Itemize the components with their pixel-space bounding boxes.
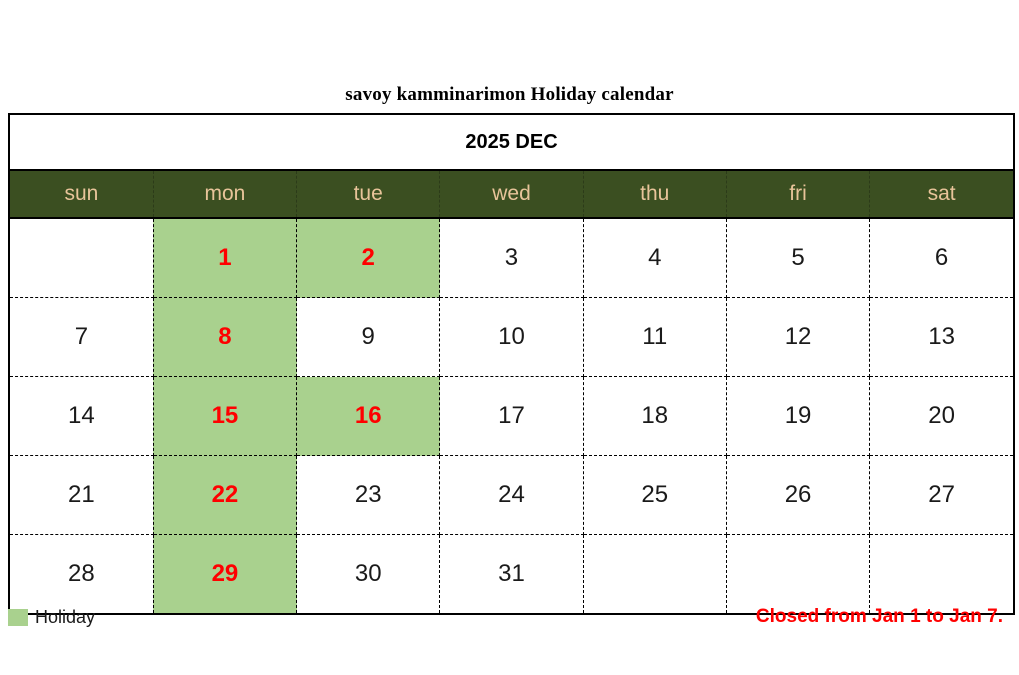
weekday-header-row xyxy=(10,170,1013,218)
calendar-day-cell xyxy=(440,535,583,614)
calendar-day-cell xyxy=(726,298,869,377)
calendar-day-cell xyxy=(10,535,153,614)
calendar-day-cell xyxy=(583,298,726,377)
calendar-day-cell xyxy=(870,535,1013,614)
day-number: 31 xyxy=(498,560,525,587)
calendar-week-row xyxy=(10,535,1013,614)
day-number: 15 xyxy=(211,402,239,429)
day-number: 30 xyxy=(354,560,382,587)
day-number: 24 xyxy=(498,481,525,508)
calendar-day-cell xyxy=(726,377,869,456)
weekday-header-thu: thu xyxy=(583,170,726,218)
calendar-day-cell xyxy=(153,535,296,614)
calendar-day-cell xyxy=(10,456,153,535)
calendar-day-cell xyxy=(870,456,1013,535)
calendar-day-cell xyxy=(440,298,583,377)
calendar-footer xyxy=(8,604,1011,634)
calendar-day-cell xyxy=(583,535,726,614)
weekday-header-mon: mon xyxy=(153,170,296,218)
calendar-day-cell xyxy=(583,218,726,298)
calendar-day-cell xyxy=(440,377,583,456)
day-number: 28 xyxy=(68,560,95,587)
day-number: 6 xyxy=(934,244,949,271)
weekday-header-sat: sat xyxy=(870,170,1013,218)
day-number: 20 xyxy=(928,402,955,429)
day-number: 8 xyxy=(218,323,232,350)
legend-label: Holiday xyxy=(35,607,96,627)
day-number: 27 xyxy=(928,481,955,508)
day-number: 13 xyxy=(928,323,955,350)
calendar-day-cell xyxy=(297,218,440,298)
calendar-day-cell xyxy=(440,456,583,535)
calendar-day-cell xyxy=(153,456,296,535)
calendar-week-row xyxy=(10,456,1013,535)
holiday-color-swatch xyxy=(8,609,28,626)
calendar-table-wrapper xyxy=(8,113,1015,615)
calendar-day-cell xyxy=(153,218,296,298)
weekday-header-sun: sun xyxy=(10,170,153,218)
day-number: 14 xyxy=(68,402,95,429)
day-number: 9 xyxy=(361,323,375,350)
weekday-header-tue: tue xyxy=(297,170,440,218)
calendar-day-cell xyxy=(726,535,869,614)
day-number: 29 xyxy=(211,560,239,587)
page-title: savoy kamminarimon Holiday calendar xyxy=(345,84,674,105)
day-number: 19 xyxy=(784,402,812,429)
legend xyxy=(8,607,95,628)
day-number: 10 xyxy=(498,323,525,350)
day-number: 4 xyxy=(648,244,662,271)
calendar-week-row xyxy=(10,218,1013,298)
calendar-week-row xyxy=(10,377,1013,456)
calendar-day-cell xyxy=(297,535,440,614)
calendar-day-cell xyxy=(870,298,1013,377)
day-number: 1 xyxy=(218,244,232,271)
calendar-day-cell xyxy=(726,456,869,535)
day-number: 12 xyxy=(784,323,812,350)
month-header-row xyxy=(10,115,1013,170)
calendar-day-cell xyxy=(10,298,153,377)
calendar-day-cell xyxy=(583,456,726,535)
calendar-week-row xyxy=(10,298,1013,377)
day-number: 16 xyxy=(354,402,382,429)
day-number: 3 xyxy=(504,244,519,271)
day-number: 2 xyxy=(361,244,375,271)
calendar-day-cell xyxy=(10,218,153,298)
calendar-day-cell xyxy=(153,298,296,377)
calendar-day-cell xyxy=(583,377,726,456)
day-number: 7 xyxy=(74,323,89,350)
day-number: 5 xyxy=(791,244,805,271)
calendar-day-cell xyxy=(10,377,153,456)
day-number: 21 xyxy=(68,481,95,508)
weekday-header-fri: fri xyxy=(726,170,869,218)
calendar-day-cell xyxy=(297,456,440,535)
day-number: 22 xyxy=(211,481,239,508)
day-number: 17 xyxy=(498,402,525,429)
calendar-day-cell xyxy=(870,218,1013,298)
calendar-day-cell xyxy=(297,298,440,377)
day-number: 11 xyxy=(642,323,668,350)
closure-notice: Closed from Jan 1 to Jan 7. xyxy=(755,606,1003,627)
calendar-day-cell xyxy=(870,377,1013,456)
day-number: 18 xyxy=(641,402,669,429)
month-label: 2025 DEC xyxy=(10,115,1013,170)
weekday-header-wed: wed xyxy=(440,170,583,218)
calendar-day-cell xyxy=(297,377,440,456)
day-number: 26 xyxy=(784,481,812,508)
calendar-day-cell xyxy=(440,218,583,298)
day-number: 25 xyxy=(641,481,669,508)
day-number: 23 xyxy=(354,481,382,508)
calendar-day-cell xyxy=(726,218,869,298)
calendar-day-cell xyxy=(153,377,296,456)
calendar-table xyxy=(10,115,1013,613)
